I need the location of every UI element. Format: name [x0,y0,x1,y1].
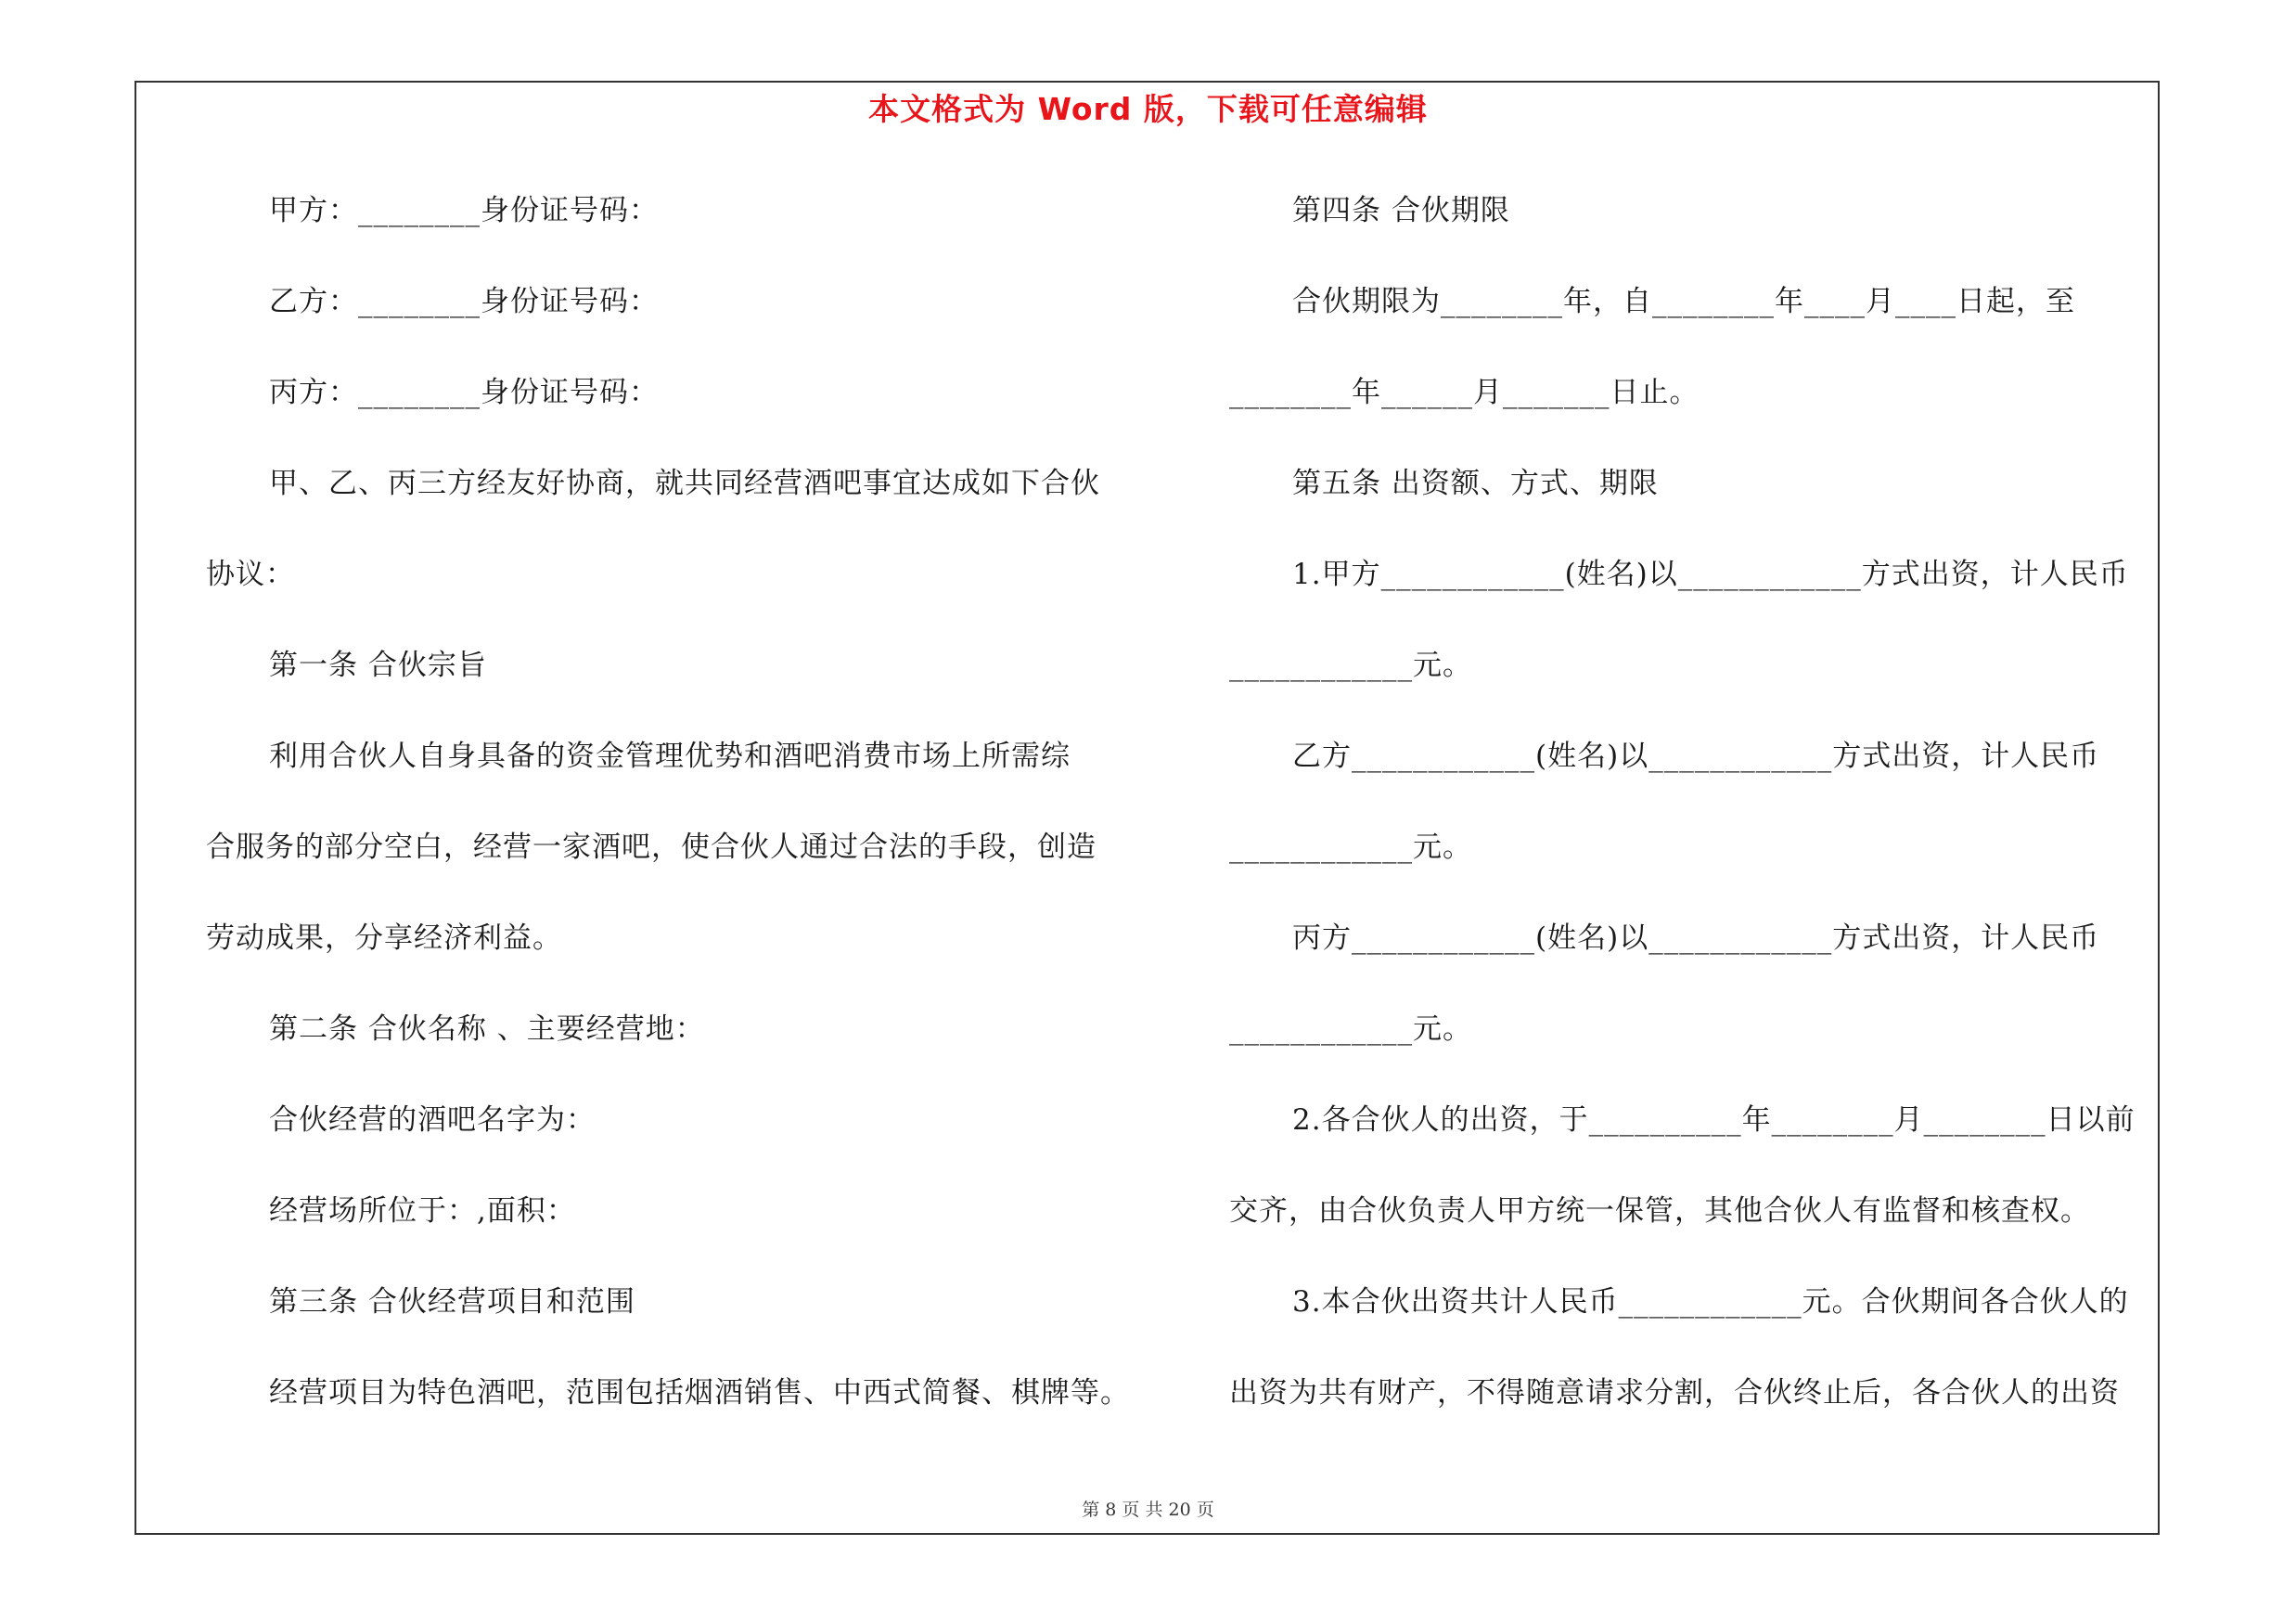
paragraph-line: ________年______月_______日止。 [1229,376,1700,409]
paragraph-line: 甲方：________身份证号码： [269,194,659,227]
paragraph-line: 3.本合伙出资共计人民币____________元。合伙期间各合伙人的 [1292,1285,2129,1319]
format-banner: 本文格式为 Word 版，下载可任意编辑 [868,91,1428,127]
paragraph-line: 第三条 合伙经营项目和范围 [269,1285,635,1319]
paragraph-line: 协议： [206,558,295,591]
paragraph-line: 劳动成果，分享经济利益。 [206,921,562,955]
left-column [206,184,1134,1457]
paragraph-line: 乙方____________(姓名)以____________方式出资，计人民币 [1292,740,2100,773]
paragraph-line: 经营项目为特色酒吧，范围包括烟酒销售、中西式简餐、棋牌等。 [269,1376,1130,1410]
paragraph-line: 合伙经营的酒吧名字为： [269,1103,596,1137]
paragraph-line: 合伙期限为________年，自________年____月____日起，至 [1292,285,2075,318]
page-number-footer: 第 8 页 共 20 页 [1082,1500,1214,1520]
paragraph-line: 2.各合伙人的出资，于__________年________月________日以前 [1292,1103,2136,1137]
paragraph-line: 利用合伙人自身具备的资金管理优势和酒吧消费市场上所需综 [269,740,1071,773]
paragraph-line: 经营场所位于：,面积： [269,1194,576,1228]
paragraph-line: 1.甲方____________(姓名)以____________方式出资，计人民币 [1292,558,2129,591]
paragraph-line: ____________元。 [1229,649,1472,682]
paragraph-line: ____________元。 [1229,831,1472,864]
right-column [1229,184,2148,1457]
paragraph-line: 出资为共有财产，不得随意请求分割，合伙终止后，各合伙人的出资 [1229,1376,2120,1410]
paragraph-line: 丙方____________(姓名)以____________方式出资，计人民币 [1292,921,2100,955]
paragraph-line: 合服务的部分空白，经营一家酒吧，使合伙人通过合法的手段，创造 [206,831,1097,864]
paragraph-line: 第五条 出资额、方式、期限 [1292,467,1659,500]
paragraph-line: 第一条 合伙宗旨 [269,649,487,682]
paragraph-line: 第二条 合伙名称 、主要经营地： [269,1012,705,1046]
paragraph-line: 丙方：________身份证号码： [269,376,659,409]
paragraph-line: 第四条 合伙期限 [1292,194,1510,227]
paragraph-line: 交齐，由合伙负责人甲方统一保管，其他合伙人有监督和核查权。 [1229,1194,2090,1228]
paragraph-line: 甲、乙、丙三方经友好协商，就共同经营酒吧事宜达成如下合伙 [269,467,1100,500]
paragraph-line: 乙方：________身份证号码： [269,285,659,318]
paragraph-line: ____________元。 [1229,1012,1472,1046]
